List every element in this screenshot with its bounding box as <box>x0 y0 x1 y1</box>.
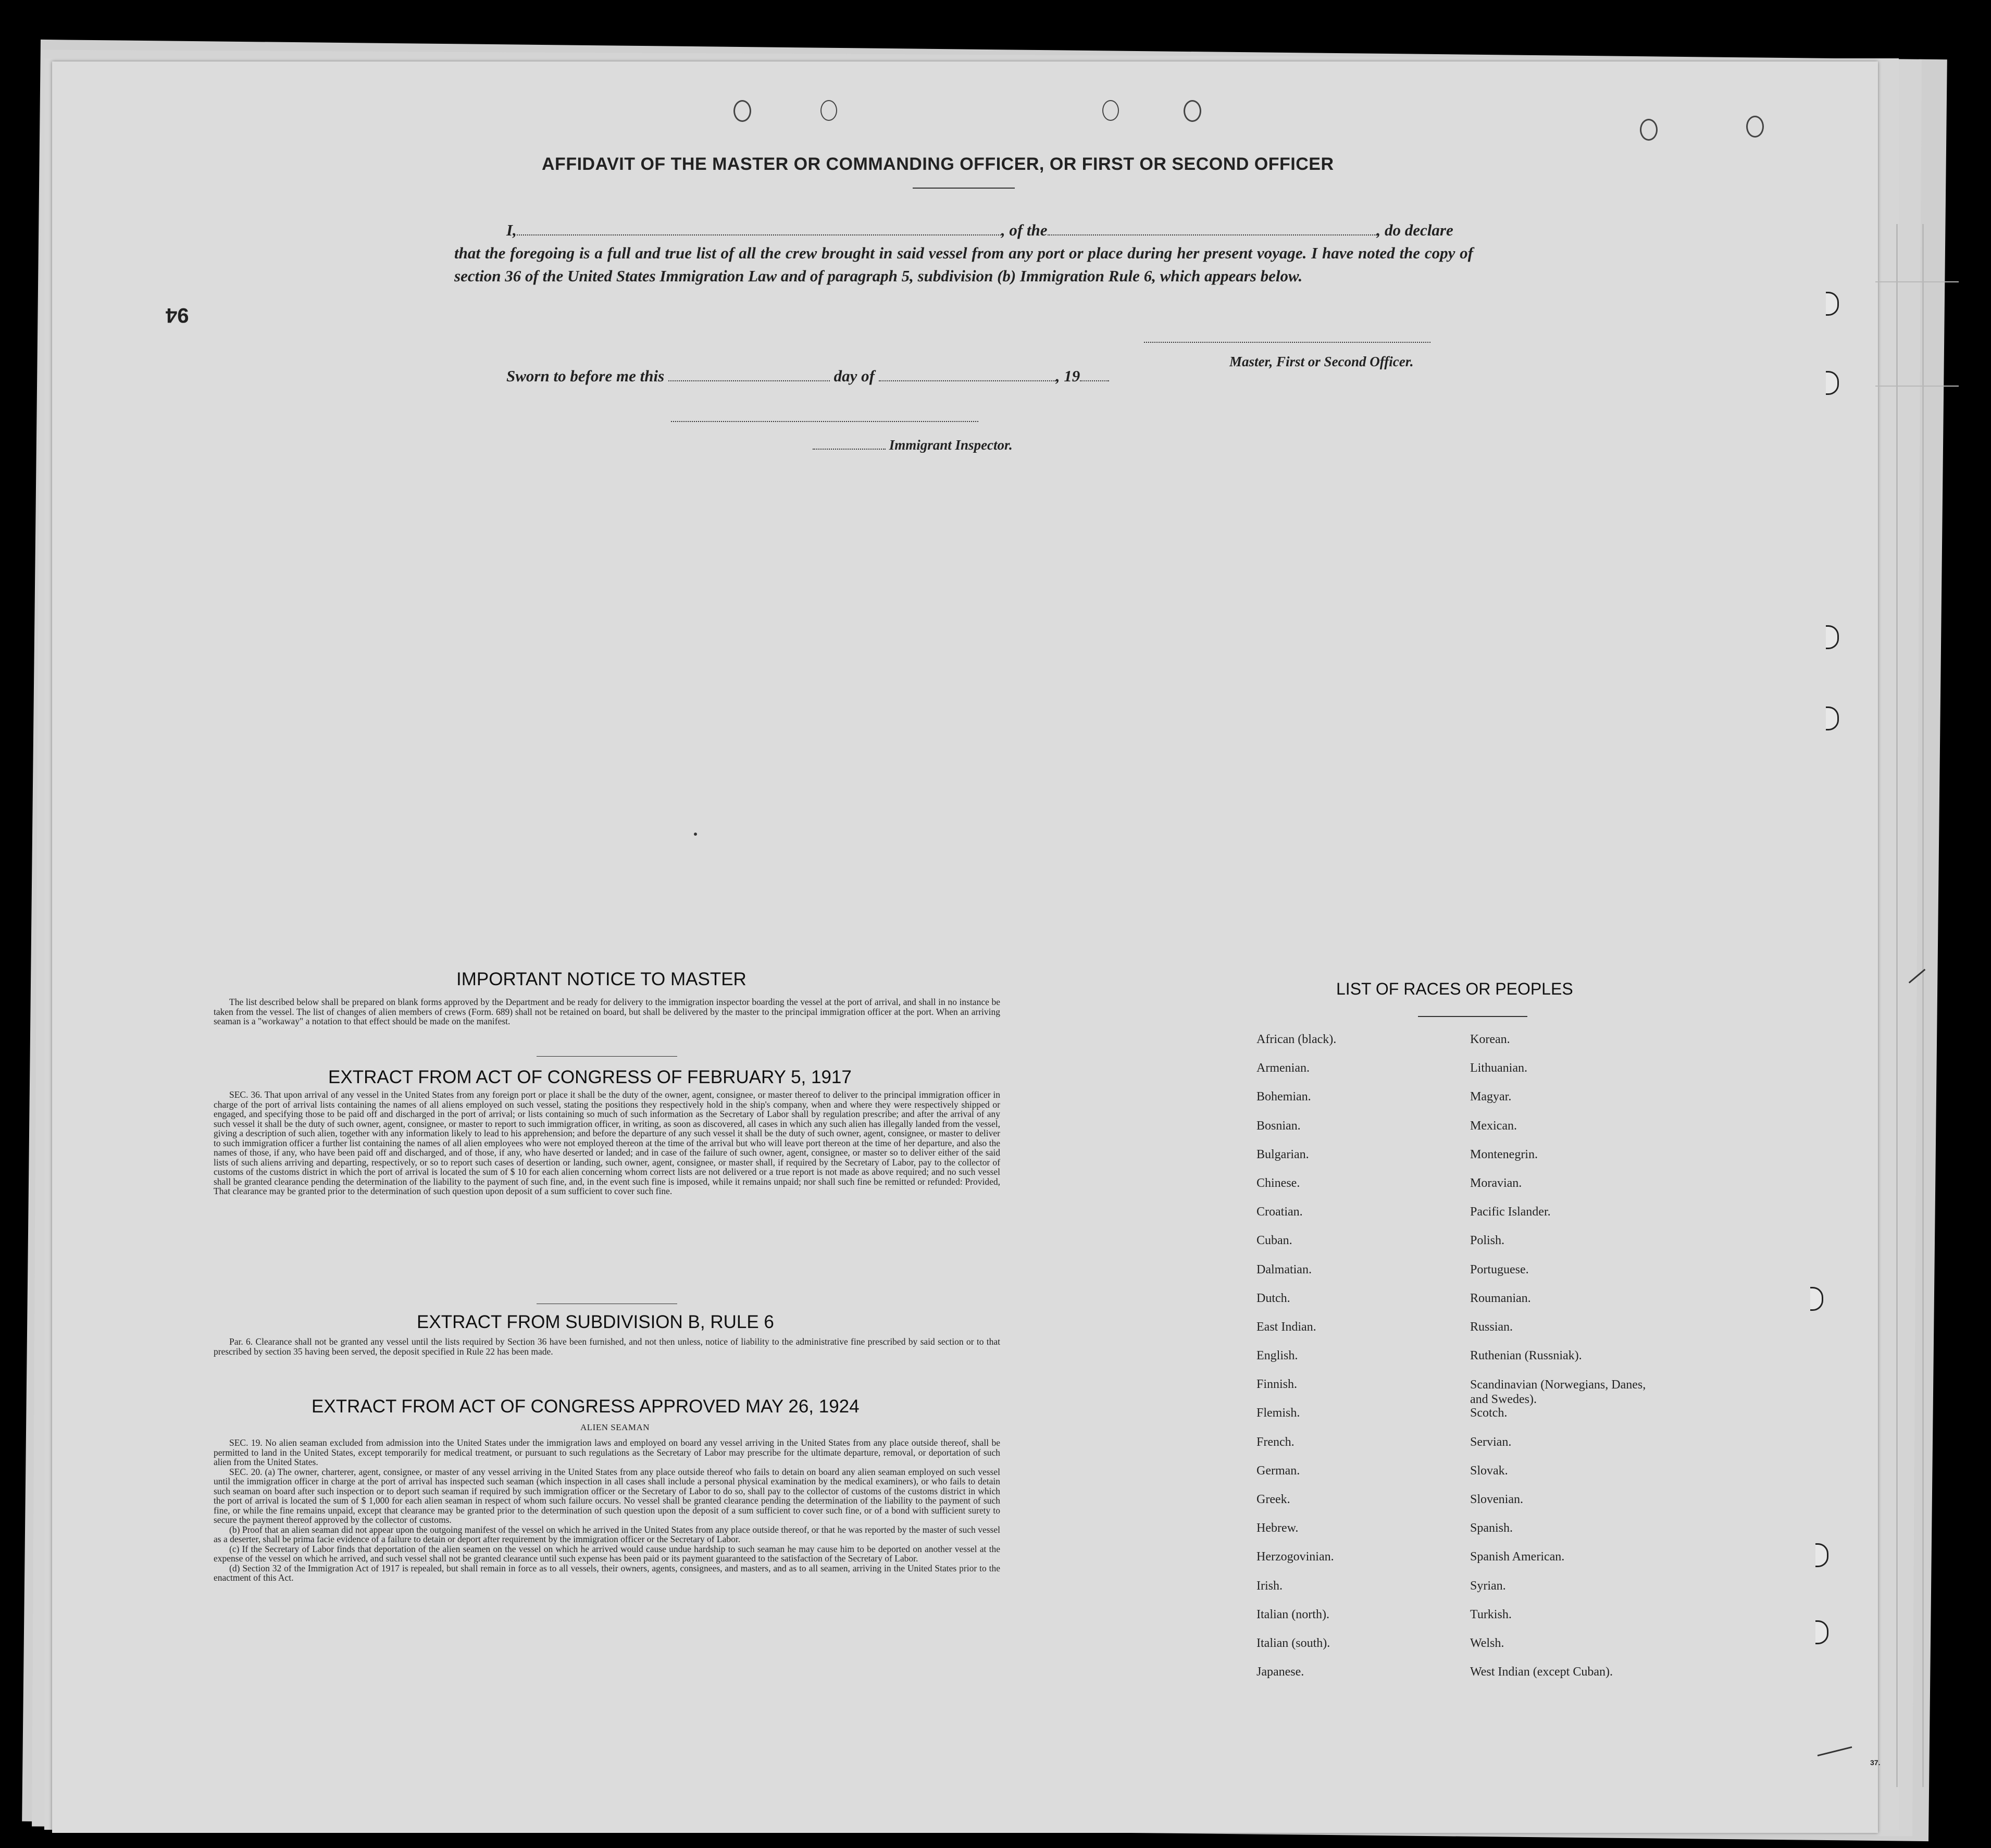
affidavit-line-1 <box>506 219 1453 242</box>
race-item: Italian (north). <box>1256 1607 1329 1621</box>
extract-1917-title: EXTRACT FROM ACT OF CONGRESS OF FEBRUARY 5, 1917 <box>328 1067 852 1087</box>
race-item: French. <box>1256 1435 1295 1449</box>
race-item: Portuguese. <box>1470 1262 1529 1276</box>
race-item: Irish. <box>1256 1579 1283 1593</box>
race-item: German. <box>1256 1463 1300 1478</box>
race-item: Scandinavian (Norwegians, Danes, and Swedes). <box>1470 1378 1646 1407</box>
races-left-column <box>1256 1033 1336 1694</box>
sworn-day-label: day of <box>833 367 875 385</box>
affidavit-body: that the foregoing is a full and true list of all the crew brought in said vessel from any port or place during her present voyage. I have noted the copy of section 36 of the United States Immigration Law and of paragraph 5, subdivision (b) Immigration Rule 6, which appears below. <box>454 244 1473 285</box>
race-item: Dutch. <box>1256 1291 1290 1305</box>
punch-hole <box>1184 100 1201 122</box>
extract-1924-paragraph: SEC. 20. (a) The owner, charterer, agent, consignee, or master of any vessel arriving in the United States from any place outside thereof who fails to detain on board any alien seaman employed on such vessel until the immigration officer in charge at the port of arrival has inspected such seaman (which inspection in all cases shall include a personal physical examination by the medical examiners), or who fails to detain such seaman on board after such inspection or to deport such seaman if required by such immigration officer or the Secretary of Labor to do so, shall pay to the collector of customs of the customs district in which the port of arrival is located the sum of $ 1,000 for each alien seaman in respect of whom such failure occurs. No vessel shall be granted clearance pending the determination of the liability to the payment of such fine, or while the fine remains unpaid, except that clearance may be granted prior to the determination of such question upon the deposit of a sum sufficient to cover such fine, or of a bond with sufficient surety to secure the payment thereof approved by the collector of customs. <box>214 1466 1000 1525</box>
race-item: Welsh. <box>1470 1636 1504 1650</box>
race-item: Pacific Islander. <box>1470 1205 1551 1219</box>
extract-1924-text <box>214 1438 1000 1583</box>
race-item: Slovenian. <box>1470 1493 1523 1506</box>
race-item: Spanish. <box>1470 1521 1513 1535</box>
race-item: Syrian. <box>1470 1579 1506 1593</box>
race-item: Scotch. <box>1470 1406 1508 1420</box>
race-item: Ruthenian (Russniak). <box>1470 1349 1582 1363</box>
extract-1917-paragraph: SEC. 36. That upon arrival of any vessel in the United States from any foreign port or place it shall be the duty of the owner, agent, consignee, or master thereof to deliver to the principal immigration officer in charge of the port of arrival lists containing the names of all aliens employed on such vessel, stating the positions they respectively hold in the ship's company, when and where they were respectively shipped or engaged, and specifying those to be paid off and discharged in the port of arrival; or lists containing so much of such information as the Secretary of Labor shall by regulation prescribe; and after the arrival of any such vessel it shall be the duty of such owner, agent, consignee, or master to report to such immigration officer, in writing, as soon as discovered, all cases in which any such alien has illegally landed from the vessel, giving a description of such alien, together with any information likely to lead to his apprehension; and before the departure of any such vessel it shall be the duty of such owner, agent, consignee, or master to deliver to such immigration officer a further list containing the names of all alien employees who were not employed thereon at the time of the arrival but who will leave port thereon at the time of her departure, and also the names of those, if any, who have been paid off and discharged, and of those, if any, who have deserted or landed; and in case of the failure of such owner, agent, consignee, or master so to deliver either of the said lists of such aliens arriving and departing, respectively, or so to report such cases of desertion or landing, such owner, agent, consignee, or master shall, if required by the Secretary of Labor, pay to the collector of customs of the customs district in which the port of arrival is located the sum of $ 10 for each alien concerning whom correct lists are not delivered or a true report is not made as above required; and no such vessel shall be granted clearance pending the determination of the liability to the payment of such fine, and, in the event such fine is imposed, while it remains unpaid; nor shall such fine be remitted or refunded: Provided, That clearance may be granted prior to the determination of such question upon deposit of a sum sufficient to cover such fine. <box>214 1089 1000 1196</box>
extract-1924-title: EXTRACT FROM ACT OF CONGRESS APPROVED MAY 26, 1924 <box>312 1396 860 1417</box>
race-item: Cuban. <box>1256 1234 1292 1248</box>
inspector-dots <box>813 435 886 450</box>
affidavit-mid: , of the <box>1001 221 1048 239</box>
extract-1917-text <box>214 1090 1000 1196</box>
races-title: LIST OF RACES OR PEOPLES <box>1336 979 1573 998</box>
race-item: Armenian. <box>1256 1061 1310 1075</box>
race-item: Bohemian. <box>1256 1090 1311 1104</box>
section-divider <box>537 1056 677 1057</box>
race-item: Mexican. <box>1470 1119 1517 1133</box>
race-item: English. <box>1256 1349 1298 1363</box>
sworn-year-field[interactable] <box>1080 367 1109 381</box>
extract-1924-subtitle: ALIEN SEAMAN <box>580 1422 650 1432</box>
affidavit-suffix: , do declare <box>1376 221 1453 239</box>
notice-text <box>214 997 1000 1026</box>
race-item: Croatian. <box>1256 1205 1303 1219</box>
extract-rule6-title: EXTRACT FROM SUBDIVISION B, RULE 6 <box>417 1312 774 1332</box>
punch-hole <box>1640 119 1658 141</box>
inspector-line <box>813 433 1013 456</box>
punch-hole <box>1746 116 1764 138</box>
race-item: Russian. <box>1470 1320 1513 1334</box>
notice-title: IMPORTANT NOTICE TO MASTER <box>456 969 746 989</box>
affidavit-prefix: I, <box>506 221 517 239</box>
race-item: Magyar. <box>1470 1090 1512 1104</box>
races-divider <box>1418 1016 1527 1017</box>
extract-rule6-text <box>214 1337 1000 1356</box>
sworn-day-field[interactable] <box>668 367 830 381</box>
extract-1924-paragraph: SEC. 19. No alien seaman excluded from admission into the United States under the immigration laws and employed on board any vessel arriving in the United States from any place outside thereof, shall be permitted to land in the United States, except temporarily for medical treatment, or pursuant to such regulations as the Secretary of Labor may prescribe for the ultimate departure, removal, or deportation of such alien from the United States. <box>214 1437 1000 1467</box>
extract-rule6-paragraph: Par. 6. Clearance shall not be granted any vessel until the lists required by Section 36 have been furnished, and not then unless, notice of liability to the administrative fine prescribed by said section or to that prescribed by section 35 having been served, the deposit specified in Rule 22 has been made. <box>214 1336 1000 1357</box>
vessel-field[interactable] <box>1048 221 1377 235</box>
race-item: Moravian. <box>1470 1176 1522 1190</box>
race-item: Chinese. <box>1256 1176 1300 1190</box>
grid-line <box>1896 224 1898 1787</box>
inspector-signature-field[interactable] <box>671 421 978 422</box>
race-item: Greek. <box>1256 1493 1290 1506</box>
race-item: Finnish. <box>1256 1378 1298 1392</box>
extract-1924-paragraph: (b) Proof that an alien seaman did not appear upon the outgoing manifest of the vessel on which he arrived in the United States from any place outside thereof, or that he was reported by the master of such vessel as a deserter, shall be prima facie evidence of a failure to detain or deport after requirement by the immigration officer or the Secretary of Labor. <box>214 1524 1000 1544</box>
page-number-corner: 37. <box>1870 1758 1881 1767</box>
title-divider <box>913 188 1015 189</box>
grid-line <box>1875 386 1959 387</box>
race-item: Lithuanian. <box>1470 1061 1527 1075</box>
race-item: Montenegrin. <box>1470 1147 1538 1161</box>
race-item: Turkish. <box>1470 1607 1512 1621</box>
race-item: African (black). <box>1256 1033 1337 1046</box>
sworn-year-label: , 19 <box>1055 367 1080 385</box>
races-right-column <box>1470 1033 1663 1694</box>
master-signature-field[interactable] <box>1144 342 1430 343</box>
race-item: Flemish. <box>1256 1406 1300 1420</box>
grid-line <box>1922 224 1924 1787</box>
race-item: Korean. <box>1470 1033 1510 1046</box>
extract-1924-paragraph: (c) If the Secretary of Labor finds that deportation of the alien seamen on the vessel on which he arrived would cause undue hardship to such seaman he may cause him to be deported on another vessel at the expense of the vessel on which he arrived, and such vessel shall not be granted clearance until such expense has been paid or its payment guaranteed to the satisfaction of the Secretary of Labor. <box>214 1543 1000 1564</box>
race-item: East Indian. <box>1256 1320 1316 1334</box>
race-item: West Indian (except Cuban). <box>1470 1665 1613 1679</box>
inspector-caption: Immigrant Inspector. <box>889 437 1013 453</box>
sworn-line <box>506 365 1109 388</box>
extract-1924-paragraph: (d) Section 32 of the Immigration Act of 1917 is repealed, but shall remain in force as to all vessels, their owners, agents, consignees, and masters, and as to all seamen, arriving in the United States prior to the enactment of this Act. <box>214 1562 1000 1583</box>
ink-dot <box>694 833 697 836</box>
name-field[interactable] <box>517 221 1001 235</box>
race-item: Roumanian. <box>1470 1291 1531 1305</box>
punch-hole <box>1102 100 1119 121</box>
sworn-month-field[interactable] <box>879 367 1056 381</box>
notice-paragraph: The list described below shall be prepared on blank forms approved by the Department and be ready for delivery to the immigration inspector boarding the vessel at the port of arrival, and shall in no instance be taken from the vessel. The list of changes of alien members of crews (Form. 689) shall not be retained on board, but shall be delivered by the master to the principal immigration officer at the port. When an arriving seaman is a "workaway" a notation to that effect should be made on the manifest. <box>214 997 1000 1026</box>
affidavit-title: AFFIDAVIT OF THE MASTER OR COMMANDING OFFICER, OR FIRST OR SECOND OFFICER <box>542 154 1334 174</box>
race-item: Hebrew. <box>1256 1521 1299 1535</box>
race-item: Slovak. <box>1470 1463 1508 1478</box>
race-item: Servian. <box>1470 1435 1512 1449</box>
sworn-prefix: Sworn to before me this <box>506 367 665 385</box>
punch-hole <box>733 100 751 122</box>
master-caption: Master, First or Second Officer. <box>1229 354 1414 369</box>
race-item: Italian (south). <box>1256 1636 1330 1650</box>
race-item: Dalmatian. <box>1256 1262 1312 1276</box>
punch-hole <box>820 100 837 121</box>
race-item: Spanish American. <box>1470 1550 1565 1564</box>
grid-line <box>1875 281 1959 282</box>
race-item: Japanese. <box>1256 1665 1304 1679</box>
page-number-left: 94 <box>166 304 189 327</box>
race-item: Bulgarian. <box>1256 1147 1309 1161</box>
race-item: Herzogovinian. <box>1256 1550 1334 1564</box>
race-item: Polish. <box>1470 1234 1505 1248</box>
race-item: Bosnian. <box>1256 1119 1301 1133</box>
